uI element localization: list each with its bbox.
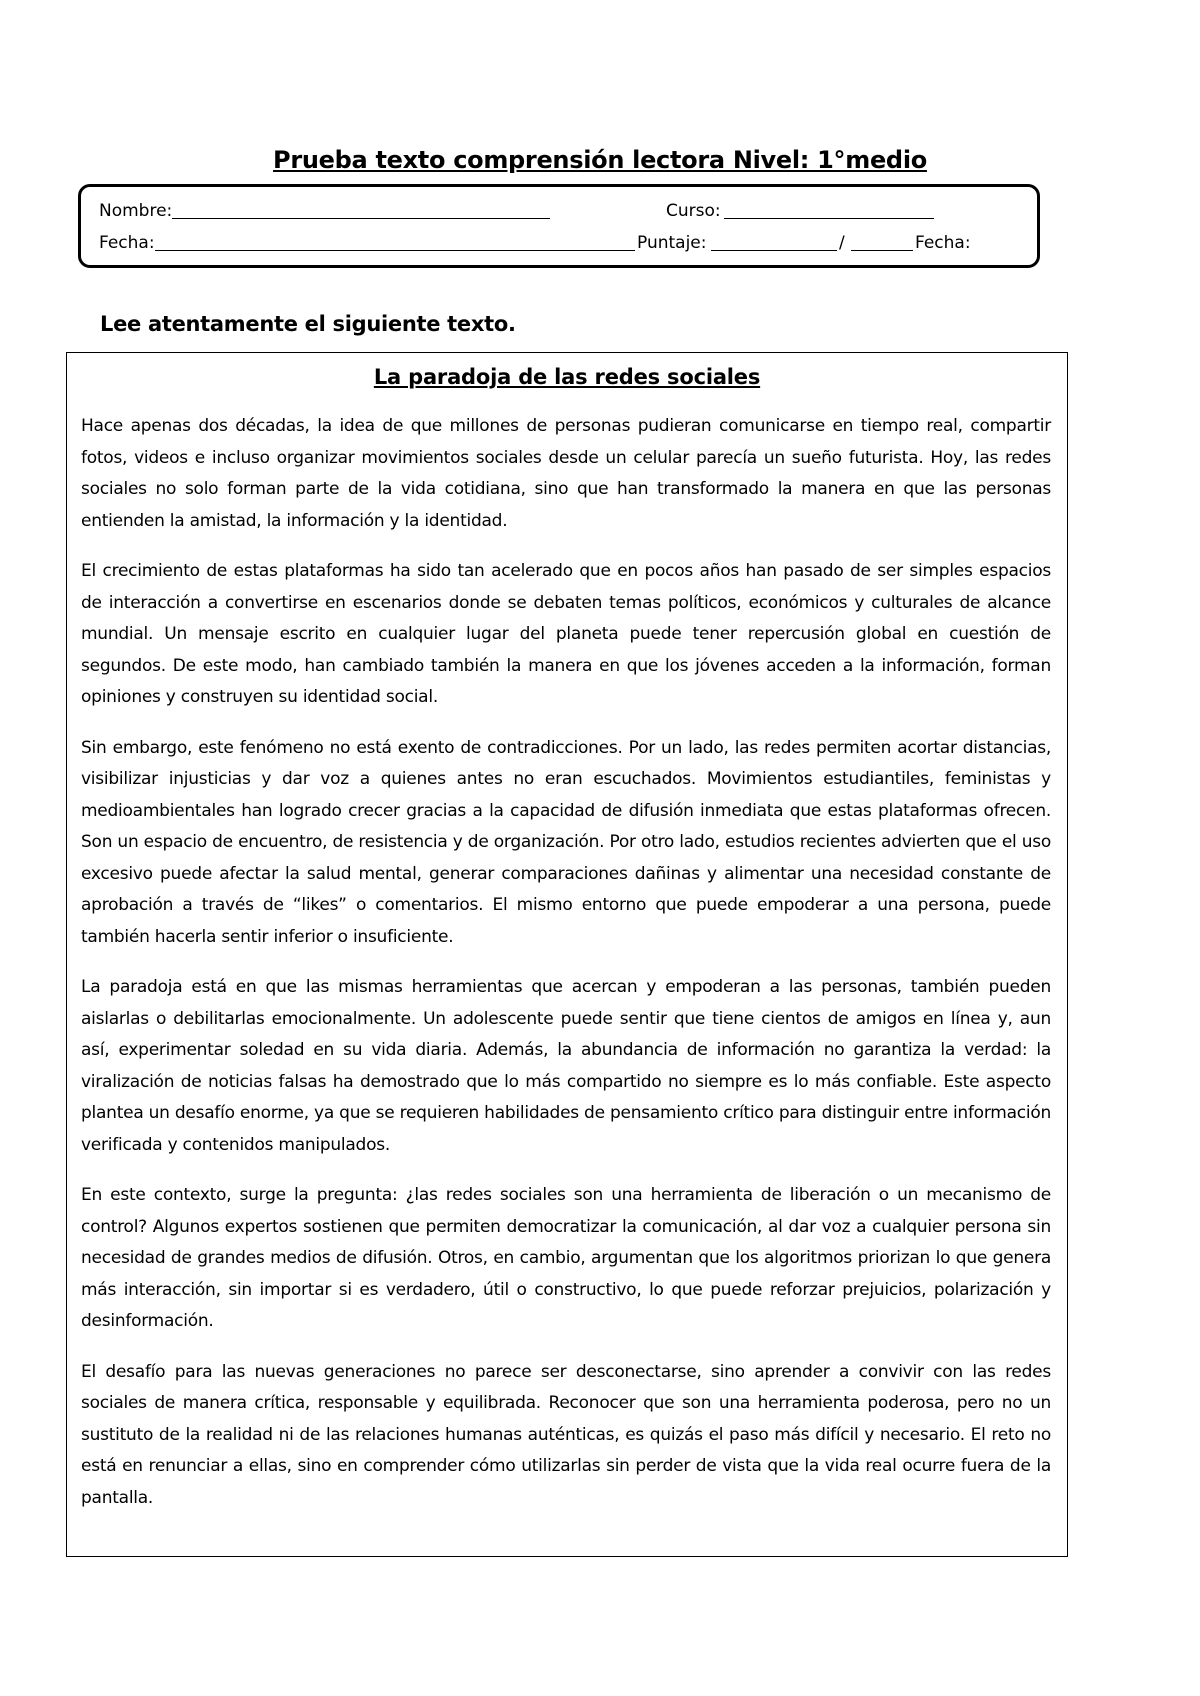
reading-body (81, 411, 1051, 1533)
reading-title: La paradoja de las redes sociales (373, 365, 761, 389)
fecha-label: Fecha: (99, 233, 155, 253)
paragraph: En este contexto, surge la pregunta: ¿las redes sociales son una herramienta de liberación o un mecanismo de control? Algunos expertos sostienen que permiten democratizar la comunicación, al dar voz a cualquier persona sin necesidad de grandes medios de difusión. Otros, en cambio, argumentan que los algoritmos priorizan lo que genera más interacción, sin importar si es verdadero, útil o constructivo, lo que puede reforzar prejuicios, polarización y desinformación. (81, 1185, 1051, 1331)
reading-text-box (66, 352, 1068, 1557)
paragraph: El crecimiento de estas plataformas ha sido tan acelerado que en pocos años han pasado de ser simples espacios de interacción a convertirse en escenarios donde se debaten temas políticos, económicos y culturales de alcance mundial. Un mensaje escrito en cualquier lugar del planeta puede tener repercusión global en cuestión de segundos. De este modo, han cambiado también la manera en que los jóvenes acceden a la información, forman opiniones y construyen su identidad social. (81, 561, 1051, 707)
nombre-field[interactable] (172, 203, 550, 219)
paragraph: El desafío para las nuevas generaciones no parece ser desconectarse, sino aprender a convivir con las redes sociales de manera crítica, responsable y equilibrada. Reconocer que son una herramienta poderosa, pero no un sustituto de la realidad ni de las relaciones humanas auténticas, es quizás el paso más difícil y necesario. El reto no está en renunciar a ellas, sino en comprender cómo utilizarlas sin perder de vista que la vida real ocurre fuera de la pantalla. (81, 1361, 1051, 1508)
puntaje-label: Puntaje: (637, 233, 707, 253)
page-title: Prueba texto comprensión lectora Nivel: 1°medio (273, 146, 927, 174)
paragraph: Hace apenas dos décadas, la idea de que millones de personas pudieran comunicarse en tiempo real, compartir fotos, videos e incluso organizar movimientos sociales desde un celular parecía un sueño futurista. Hoy, las redes sociales no solo forman parte de la vida cotidiana, sino que han transformado la manera en que las personas entienden la amistad, la información y la identidad. (81, 416, 1051, 531)
fecha2-label: Fecha: (915, 233, 971, 253)
paragraph: Sin embargo, este fenómeno no está exento de contradicciones. Por un lado, las redes permiten acortar distancias, visibilizar injusticias y dar voz a quienes antes no eran escuchados. Movimientos estudiantiles, feministas y medioambientales han logrado crecer gracias a la capacidad de difusión inmediata que estas plataformas ofrecen. Son un espacio de encuentro, de resistencia y de organización. Por otro lado, estudios recientes advierten que el uso excesivo puede afectar la salud mental, generar comparaciones dañinas y alimentar una necesidad constante de aprobación a través de “likes” o comentarios. El mismo entorno que puede empoderar a una persona, puede también hacerla sentir inferior o insuficiente. (81, 737, 1051, 947)
instruction: Lee atentamente el siguiente texto. (100, 312, 516, 336)
student-info-box (78, 184, 1040, 268)
curso-label: Curso: (666, 201, 721, 221)
puntaje-separator: / (839, 233, 845, 253)
puntaje-total-field[interactable] (851, 235, 913, 251)
nombre-label: Nombre: (99, 201, 173, 221)
paragraph: La paradoja está en que las mismas herramientas que acercan y empoderan a las personas, también pueden aislarlas o debilitarlas emocionalmente. Un adolescente puede sentir que tiene cientos de amigos en línea y, aun así, experimentar soledad en su vida diaria. Además, la abundancia de información no garantiza la verdad: la viralización de noticias falsas ha demostrado que lo más compartido no siempre es lo más confiable. Este aspecto plantea un desafío enorme, ya que se requieren habilidades de pensamiento crítico para distinguir entre información verificada y contenidos manipulados. (81, 977, 1051, 1155)
puntaje-field[interactable] (711, 235, 837, 251)
fecha-field[interactable] (155, 235, 635, 251)
curso-field[interactable] (724, 203, 934, 219)
